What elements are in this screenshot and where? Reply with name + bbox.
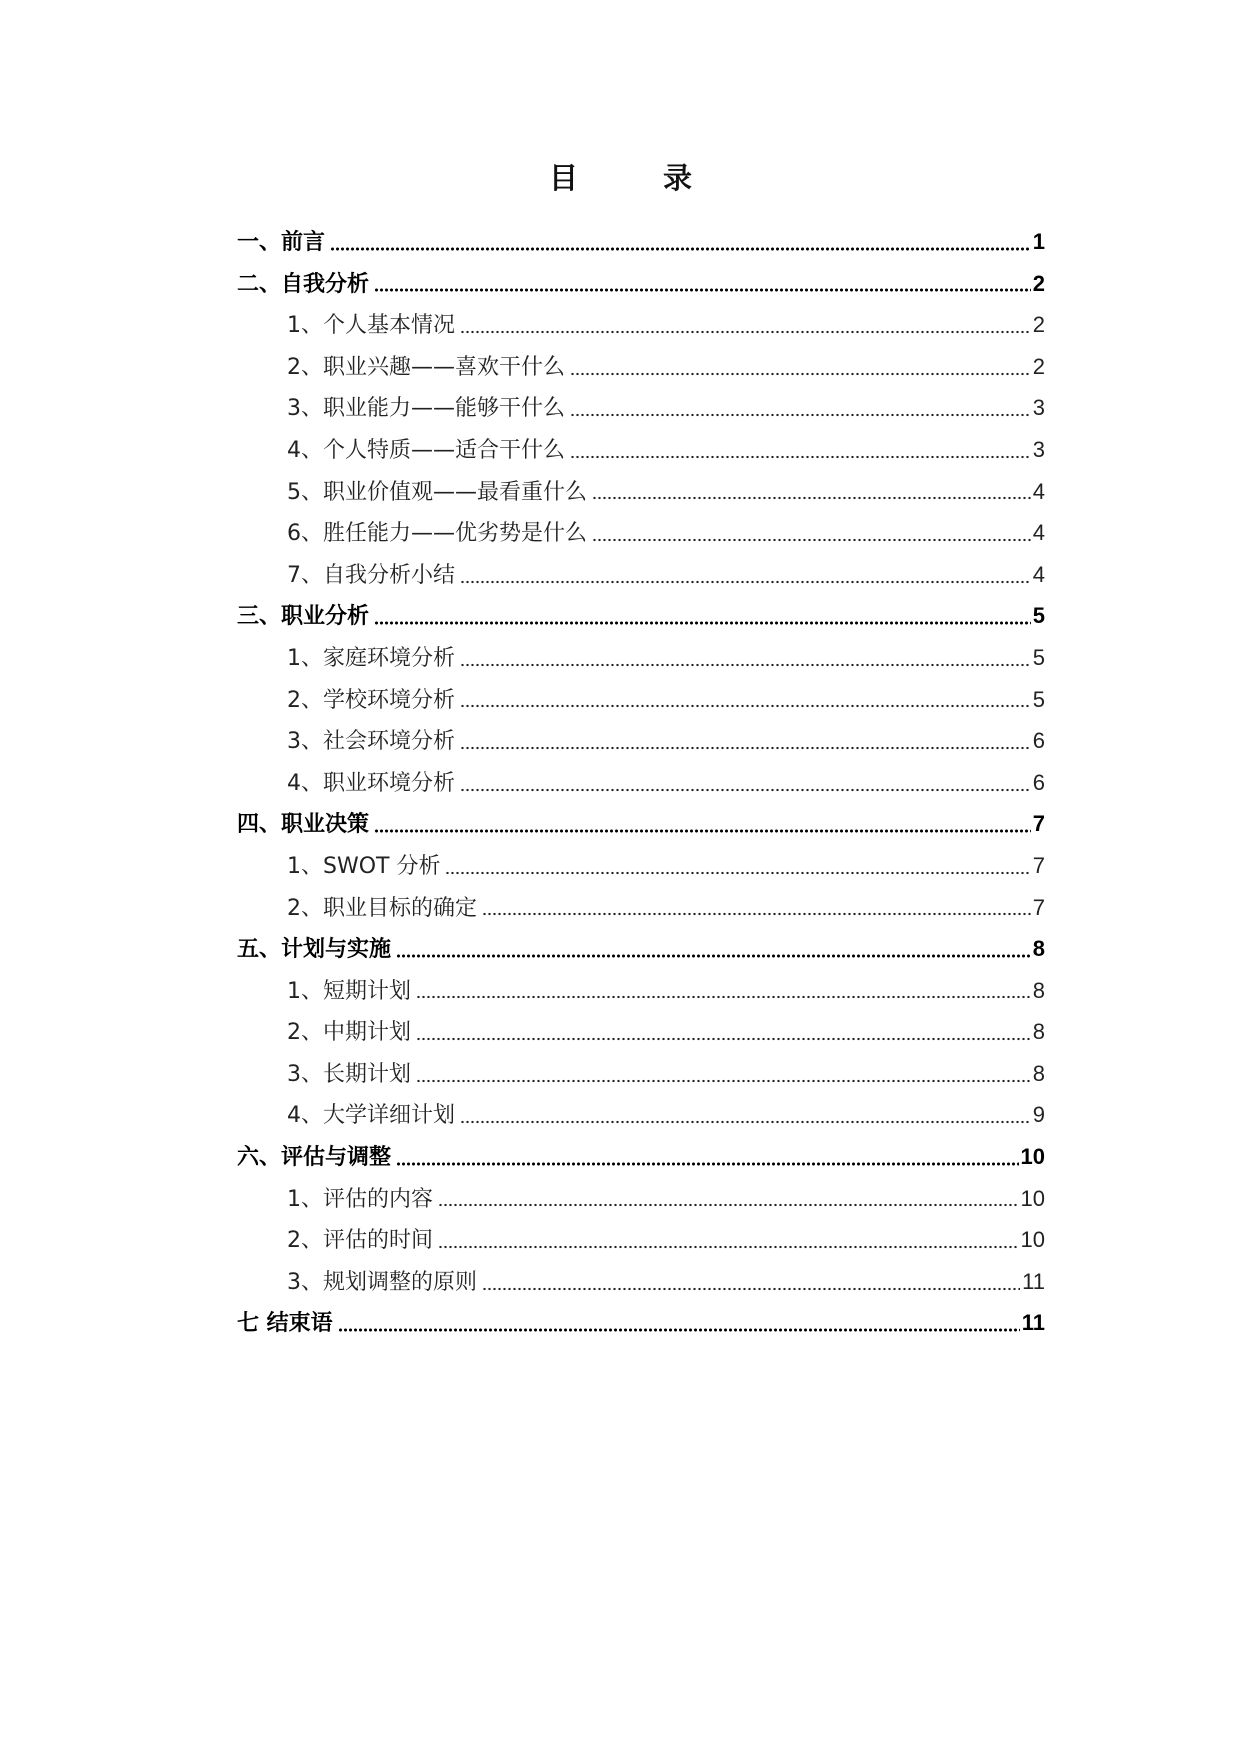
toc-entry-label: 四、职业决策 <box>237 812 370 838</box>
toc-entry-label: 六、评估与调整 <box>237 1145 392 1171</box>
toc-section-entry[interactable] <box>237 803 1045 845</box>
toc-entry-label: 1、评估的内容 <box>287 1186 433 1212</box>
toc-page-number: 9 <box>1032 1102 1045 1128</box>
toc-subsection-entry[interactable] <box>237 1178 1045 1220</box>
toc-page-number: 8 <box>1032 1060 1045 1086</box>
toc-entry-label: 5、职业价值观——最看重什么 <box>287 479 587 505</box>
toc-entry-label: 2、评估的时间 <box>287 1228 433 1254</box>
toc-entry-label: 一、前言 <box>237 230 326 255</box>
toc-page-number: 2 <box>1032 353 1045 379</box>
toc-entry-label: 3、长期计划 <box>287 1061 411 1087</box>
toc-section-entry[interactable] <box>237 1136 1045 1178</box>
toc-dot-leader <box>445 870 1030 876</box>
toc-entry-label: 1、SWOT 分析 <box>287 853 441 879</box>
toc-page-number: 5 <box>1032 644 1045 670</box>
toc-dot-leader <box>482 911 1031 917</box>
toc-dot-leader <box>592 495 1031 501</box>
table-of-contents <box>237 221 1045 1344</box>
toc-subsection-entry[interactable] <box>237 887 1045 929</box>
toc-page-number: 11 <box>1021 1310 1045 1336</box>
toc-entry-label: 4、大学详细计划 <box>287 1103 455 1129</box>
toc-subsection-entry[interactable] <box>237 970 1045 1012</box>
toc-dot-leader <box>438 1202 1019 1208</box>
toc-page-number: 6 <box>1032 769 1045 795</box>
toc-dot-leader <box>416 1078 1031 1084</box>
toc-dot-leader <box>338 1327 1020 1333</box>
toc-subsection-entry[interactable] <box>237 845 1045 887</box>
toc-entry-label: 1、家庭环境分析 <box>287 645 455 671</box>
toc-entry-label: 6、胜任能力——优劣势是什么 <box>287 521 587 547</box>
toc-entry-label: 七 结束语 <box>237 1311 333 1337</box>
toc-dot-leader <box>416 994 1031 1000</box>
toc-entry-label: 4、个人特质——适合干什么 <box>287 437 565 463</box>
toc-subsection-entry[interactable] <box>237 679 1045 721</box>
toc-subsection-entry[interactable] <box>237 1219 1045 1261</box>
toc-page-number: 1 <box>1032 229 1045 254</box>
toc-page-number: 2 <box>1032 270 1045 296</box>
toc-page-number: 7 <box>1032 811 1045 837</box>
toc-section-entry[interactable] <box>237 221 1045 263</box>
toc-dot-leader <box>570 412 1031 418</box>
toc-page-number: 10 <box>1020 1227 1045 1253</box>
toc-dot-leader <box>438 1244 1019 1250</box>
toc-dot-leader <box>374 828 1031 834</box>
toc-dot-leader <box>592 537 1031 543</box>
toc-dot-leader <box>330 246 1031 252</box>
toc-page-number: 8 <box>1032 1019 1045 1045</box>
toc-page-number: 3 <box>1032 436 1045 462</box>
toc-section-entry[interactable] <box>237 263 1045 305</box>
toc-page-number: 2 <box>1032 312 1045 338</box>
toc-subsection-entry[interactable] <box>237 1011 1045 1053</box>
toc-subsection-entry[interactable] <box>237 1053 1045 1095</box>
toc-subsection-entry[interactable] <box>237 512 1045 554</box>
toc-subsection-entry[interactable] <box>237 1261 1045 1303</box>
toc-page-number: 5 <box>1032 603 1045 629</box>
toc-subsection-entry[interactable] <box>237 429 1045 471</box>
toc-dot-leader <box>570 371 1031 377</box>
toc-page-number: 10 <box>1020 1144 1045 1170</box>
toc-dot-leader <box>416 1036 1031 1042</box>
toc-dot-leader <box>570 454 1031 460</box>
toc-subsection-entry[interactable] <box>237 387 1045 429</box>
toc-entry-label: 2、职业目标的确定 <box>287 895 477 921</box>
toc-subsection-entry[interactable] <box>237 554 1045 596</box>
toc-entry-label: 3、规划调整的原则 <box>287 1269 477 1295</box>
toc-page-number: 11 <box>1022 1268 1045 1294</box>
toc-dot-leader <box>460 662 1031 668</box>
toc-section-entry[interactable] <box>237 595 1045 637</box>
toc-entry-label: 二、自我分析 <box>237 271 370 297</box>
toc-entry-label: 三、职业分析 <box>237 604 370 630</box>
toc-entry-label: 2、学校环境分析 <box>287 687 455 713</box>
toc-page-number: 7 <box>1032 894 1045 920</box>
toc-entry-label: 2、中期计划 <box>287 1020 411 1046</box>
toc-subsection-entry[interactable] <box>237 471 1045 513</box>
toc-dot-leader <box>460 329 1031 335</box>
toc-subsection-entry[interactable] <box>237 720 1045 762</box>
toc-dot-leader <box>482 1286 1020 1292</box>
toc-dot-leader <box>460 787 1031 793</box>
toc-entry-label: 3、职业能力——能够干什么 <box>287 396 565 422</box>
toc-section-entry[interactable] <box>237 928 1045 970</box>
toc-page-number: 4 <box>1032 478 1045 504</box>
toc-entry-label: 7、自我分析小结 <box>287 562 455 588</box>
toc-subsection-entry[interactable] <box>237 637 1045 679</box>
toc-dot-leader <box>460 579 1031 585</box>
toc-dot-leader <box>374 287 1031 293</box>
toc-entry-label: 五、计划与实施 <box>237 937 392 963</box>
toc-entry-label: 1、短期计划 <box>287 978 411 1004</box>
toc-subsection-entry[interactable] <box>237 304 1045 346</box>
toc-subsection-entry[interactable] <box>237 346 1045 388</box>
toc-dot-leader <box>396 1161 1019 1167</box>
toc-page-number: 7 <box>1032 852 1045 878</box>
toc-page-number: 8 <box>1032 936 1045 962</box>
toc-page-number: 3 <box>1032 395 1045 421</box>
toc-dot-leader <box>374 620 1031 626</box>
toc-page-number: 10 <box>1020 1185 1045 1211</box>
toc-dot-leader <box>396 953 1031 959</box>
toc-entry-label: 3、社会环境分析 <box>287 729 455 755</box>
toc-page-number: 6 <box>1032 728 1045 754</box>
toc-page-number: 4 <box>1032 520 1045 546</box>
toc-title: 目 录 <box>548 161 720 195</box>
toc-page-number: 8 <box>1032 977 1045 1003</box>
toc-dot-leader <box>460 745 1031 751</box>
toc-entry-label: 1、个人基本情况 <box>287 313 455 339</box>
toc-section-entry[interactable] <box>237 1302 1045 1344</box>
toc-entry-label: 2、职业兴趣——喜欢干什么 <box>287 354 565 380</box>
toc-page-number: 5 <box>1032 686 1045 712</box>
toc-dot-leader <box>460 703 1031 709</box>
toc-page-number: 4 <box>1032 561 1045 587</box>
toc-dot-leader <box>460 1119 1031 1125</box>
toc-entry-label: 4、职业环境分析 <box>287 770 455 796</box>
toc-subsection-entry[interactable] <box>237 762 1045 804</box>
toc-subsection-entry[interactable] <box>237 1094 1045 1136</box>
